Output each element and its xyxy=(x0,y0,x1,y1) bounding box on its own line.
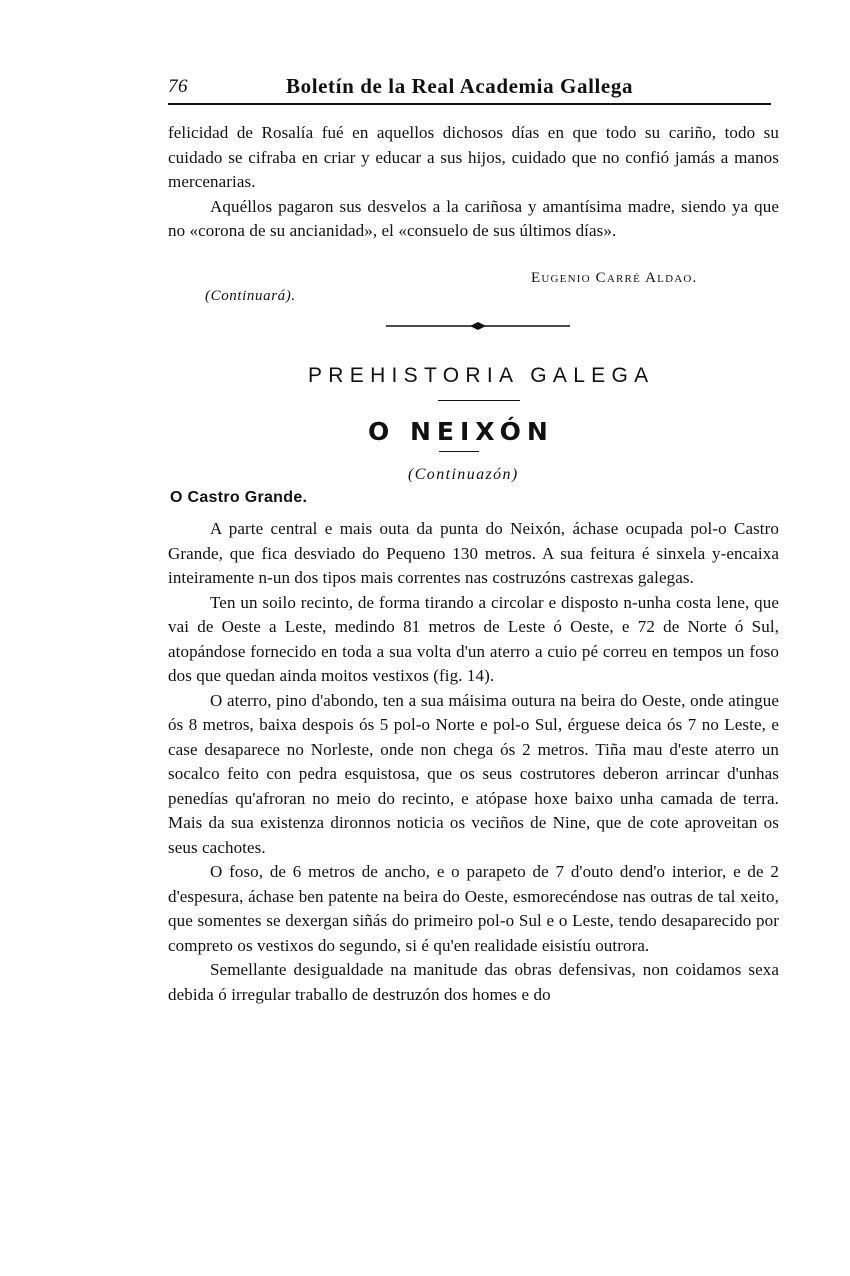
previous-article-text xyxy=(168,121,779,244)
continuation-label: (Continuazón) xyxy=(408,466,519,483)
paragraph: Aquéllos pagaron sus desvelos a la cariñosa y amantísima madre, siendo ya que no «corona de su ancianidad», el «consuelo de sus últimos días». xyxy=(168,196,779,240)
article-body xyxy=(168,517,779,1007)
paragraph: O foso, de 6 metros de ancho, e o parapeto de 7 d'outo dend'o interior, e de 2 d'espesura, áchase ben patente na beira do Oeste, esmorecéndose nas outras de tal xeito, que somentes se dexergan siñás do primeiro pol-o Sul e o Leste, tendo desaparecido por compreto os vestixos do segundo, si é qu'en realidade eisistíu outrora. xyxy=(168,862,779,955)
page-header xyxy=(168,72,771,102)
paragraph: Ten un soilo recinto, de forma tirando a circolar e disposto n-unha costa lene, que vai de Oeste a Leste, medindo 81 metros de Leste ó Oeste, e 72 de Norte ó Sul, atopándose fornecido en toda a sua volta d'un aterro a cuio pé correu en tempos un foso dos que quedan ainda moitos vestixos (fig. 14). xyxy=(168,592,779,685)
paragraph: Semellante desigualdade na manitude das obras defensivas, non coidamos sexa debida ó irregular traballo de destruzón dos homes e do xyxy=(168,960,779,1004)
subheading: O Castro Grande. xyxy=(170,489,308,506)
paragraph-continuation: felicidad de Rosalía fué en aquellos dichosos días en que todo su cariño, todo su cuidado se cifraba en criar y educar a sus hijos, cuidado que no confió jamás a manos mercenarias. xyxy=(168,123,779,191)
running-title: Boletín de la Real Academia Gallega xyxy=(286,74,634,98)
continued-note: (Continuará). xyxy=(205,288,296,304)
author-signature: Eugenio Carré Aldao. xyxy=(531,270,698,286)
section-title: PREHISTORIA GALEGA xyxy=(308,364,655,387)
separator-ornament xyxy=(386,320,570,332)
paragraph: A parte central e mais outa da punta do Neixón, áchase ocupada pol-o Castro Grande, que fica desviado do Pequeno 130 metros. A sua feitura é sinxela y-encaixa inteiramente n-un dos tipos mais correntes nas costruzóns castrexas galegas. xyxy=(168,519,779,587)
article-title: O NEIXÓN xyxy=(368,417,554,446)
title-rule xyxy=(439,451,479,452)
header-rule xyxy=(168,103,771,105)
paragraph: O aterro, pino d'abondo, ten a sua máisima outura na beira do Oeste, onde atingue ós 8 metros, baixa despois ós 5 pol-o Norte e pol-o Sul, érguese deica ós 7 no Leste, e case desaparece no Norleste, onde non chega ós 2 metros. Tiña mau d'este aterro un socalco feito con pedra esquistosa, que os seus costrutores deberon arrincar d'unhas penedías qu'afroran no meio do recinto, e atópase hoxe baixo unha camada de terra. Mais da sua existenza dironnos noticia os veciños de Nine, que de cote aproveitan os seus cachotes. xyxy=(168,690,779,857)
page-number: 76 xyxy=(168,76,188,97)
section-rule xyxy=(438,400,520,401)
